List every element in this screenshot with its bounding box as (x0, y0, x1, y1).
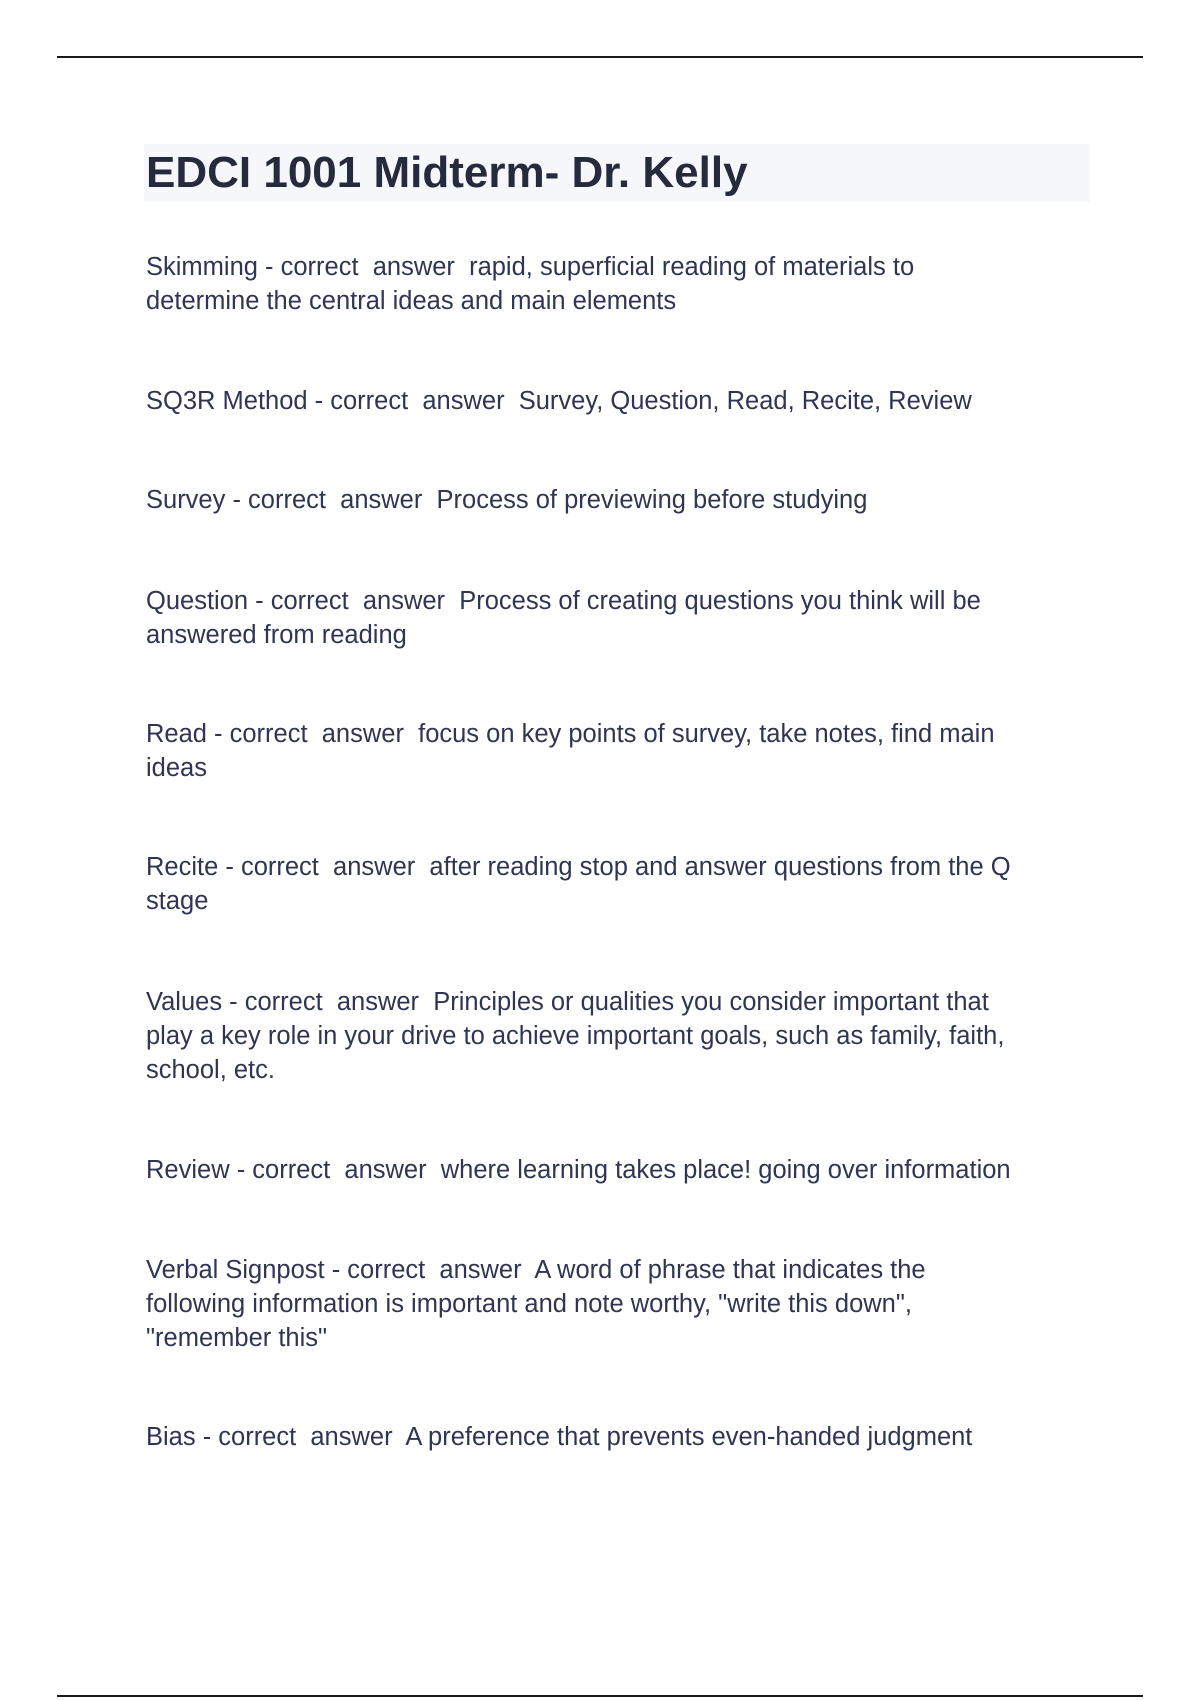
entry-separator: - correct answer (257, 253, 470, 281)
entry-term: Recite (146, 853, 219, 881)
entry-separator: - correct answer (324, 1256, 535, 1284)
entry-term: SQ3R Method (146, 387, 308, 415)
entry-sq3r-method (146, 384, 1096, 418)
entry-separator: - correct answer (195, 1423, 406, 1451)
entry-separator: - correct answer (225, 486, 437, 514)
entry-definition: Process of creating questions you think will be answered from reading (146, 587, 981, 649)
entry-separator: - correct answer (229, 1156, 441, 1184)
bottom-rule (57, 1695, 1143, 1697)
entry-term: Bias (146, 1423, 196, 1451)
entry-term: Survey (146, 486, 226, 514)
entry-read (146, 717, 1096, 785)
entry-separator: - correct answer (222, 988, 434, 1016)
entry-separator: - correct answer (248, 587, 460, 615)
entry-definition: Principles or qualities you consider important that play a key role in your drive to achieve important goals, such as family, faith, school, etc. (146, 988, 1005, 1084)
entry-separator: - correct answer (218, 853, 430, 881)
entry-term: Values (146, 988, 223, 1016)
entry-term: Verbal Signpost (146, 1256, 325, 1284)
entry-bias (146, 1420, 1096, 1454)
entry-definition: where learning takes place! going over information (440, 1156, 1011, 1184)
entry-definition: A word of phrase that indicates the following information is important and note worthy, "write this down", "remember this" (146, 1256, 926, 1352)
entry-skimming (146, 250, 1096, 318)
top-rule (57, 56, 1143, 58)
entry-term: Read (146, 720, 207, 748)
entry-separator: - correct answer (206, 720, 419, 748)
page-title: EDCI 1001 Midterm- Dr. Kelly (146, 148, 748, 197)
entry-survey (146, 483, 1096, 517)
entry-term: Review (146, 1156, 230, 1184)
entry-recite (146, 850, 1096, 918)
entry-definition: Survey, Question, Read, Recite, Review (518, 387, 972, 415)
entry-question (146, 584, 1096, 652)
entry-separator: - correct answer (307, 387, 519, 415)
entry-definition: Process of previewing before studying (436, 486, 868, 514)
entry-verbal-signpost (146, 1253, 1096, 1355)
entry-definition: A preference that prevents even-handed judgment (405, 1423, 973, 1451)
entry-definition: after reading stop and answer questions from the Q stage (146, 853, 1011, 915)
entry-term: Question (146, 587, 249, 615)
entry-review (146, 1153, 1096, 1187)
entry-definition: rapid, superficial reading of materials to determine the central ideas and main elements (146, 253, 915, 315)
entry-definition: focus on key points of survey, take notes, find main ideas (146, 720, 995, 782)
entry-values (146, 985, 1096, 1087)
entry-term: Skimming (146, 253, 258, 281)
